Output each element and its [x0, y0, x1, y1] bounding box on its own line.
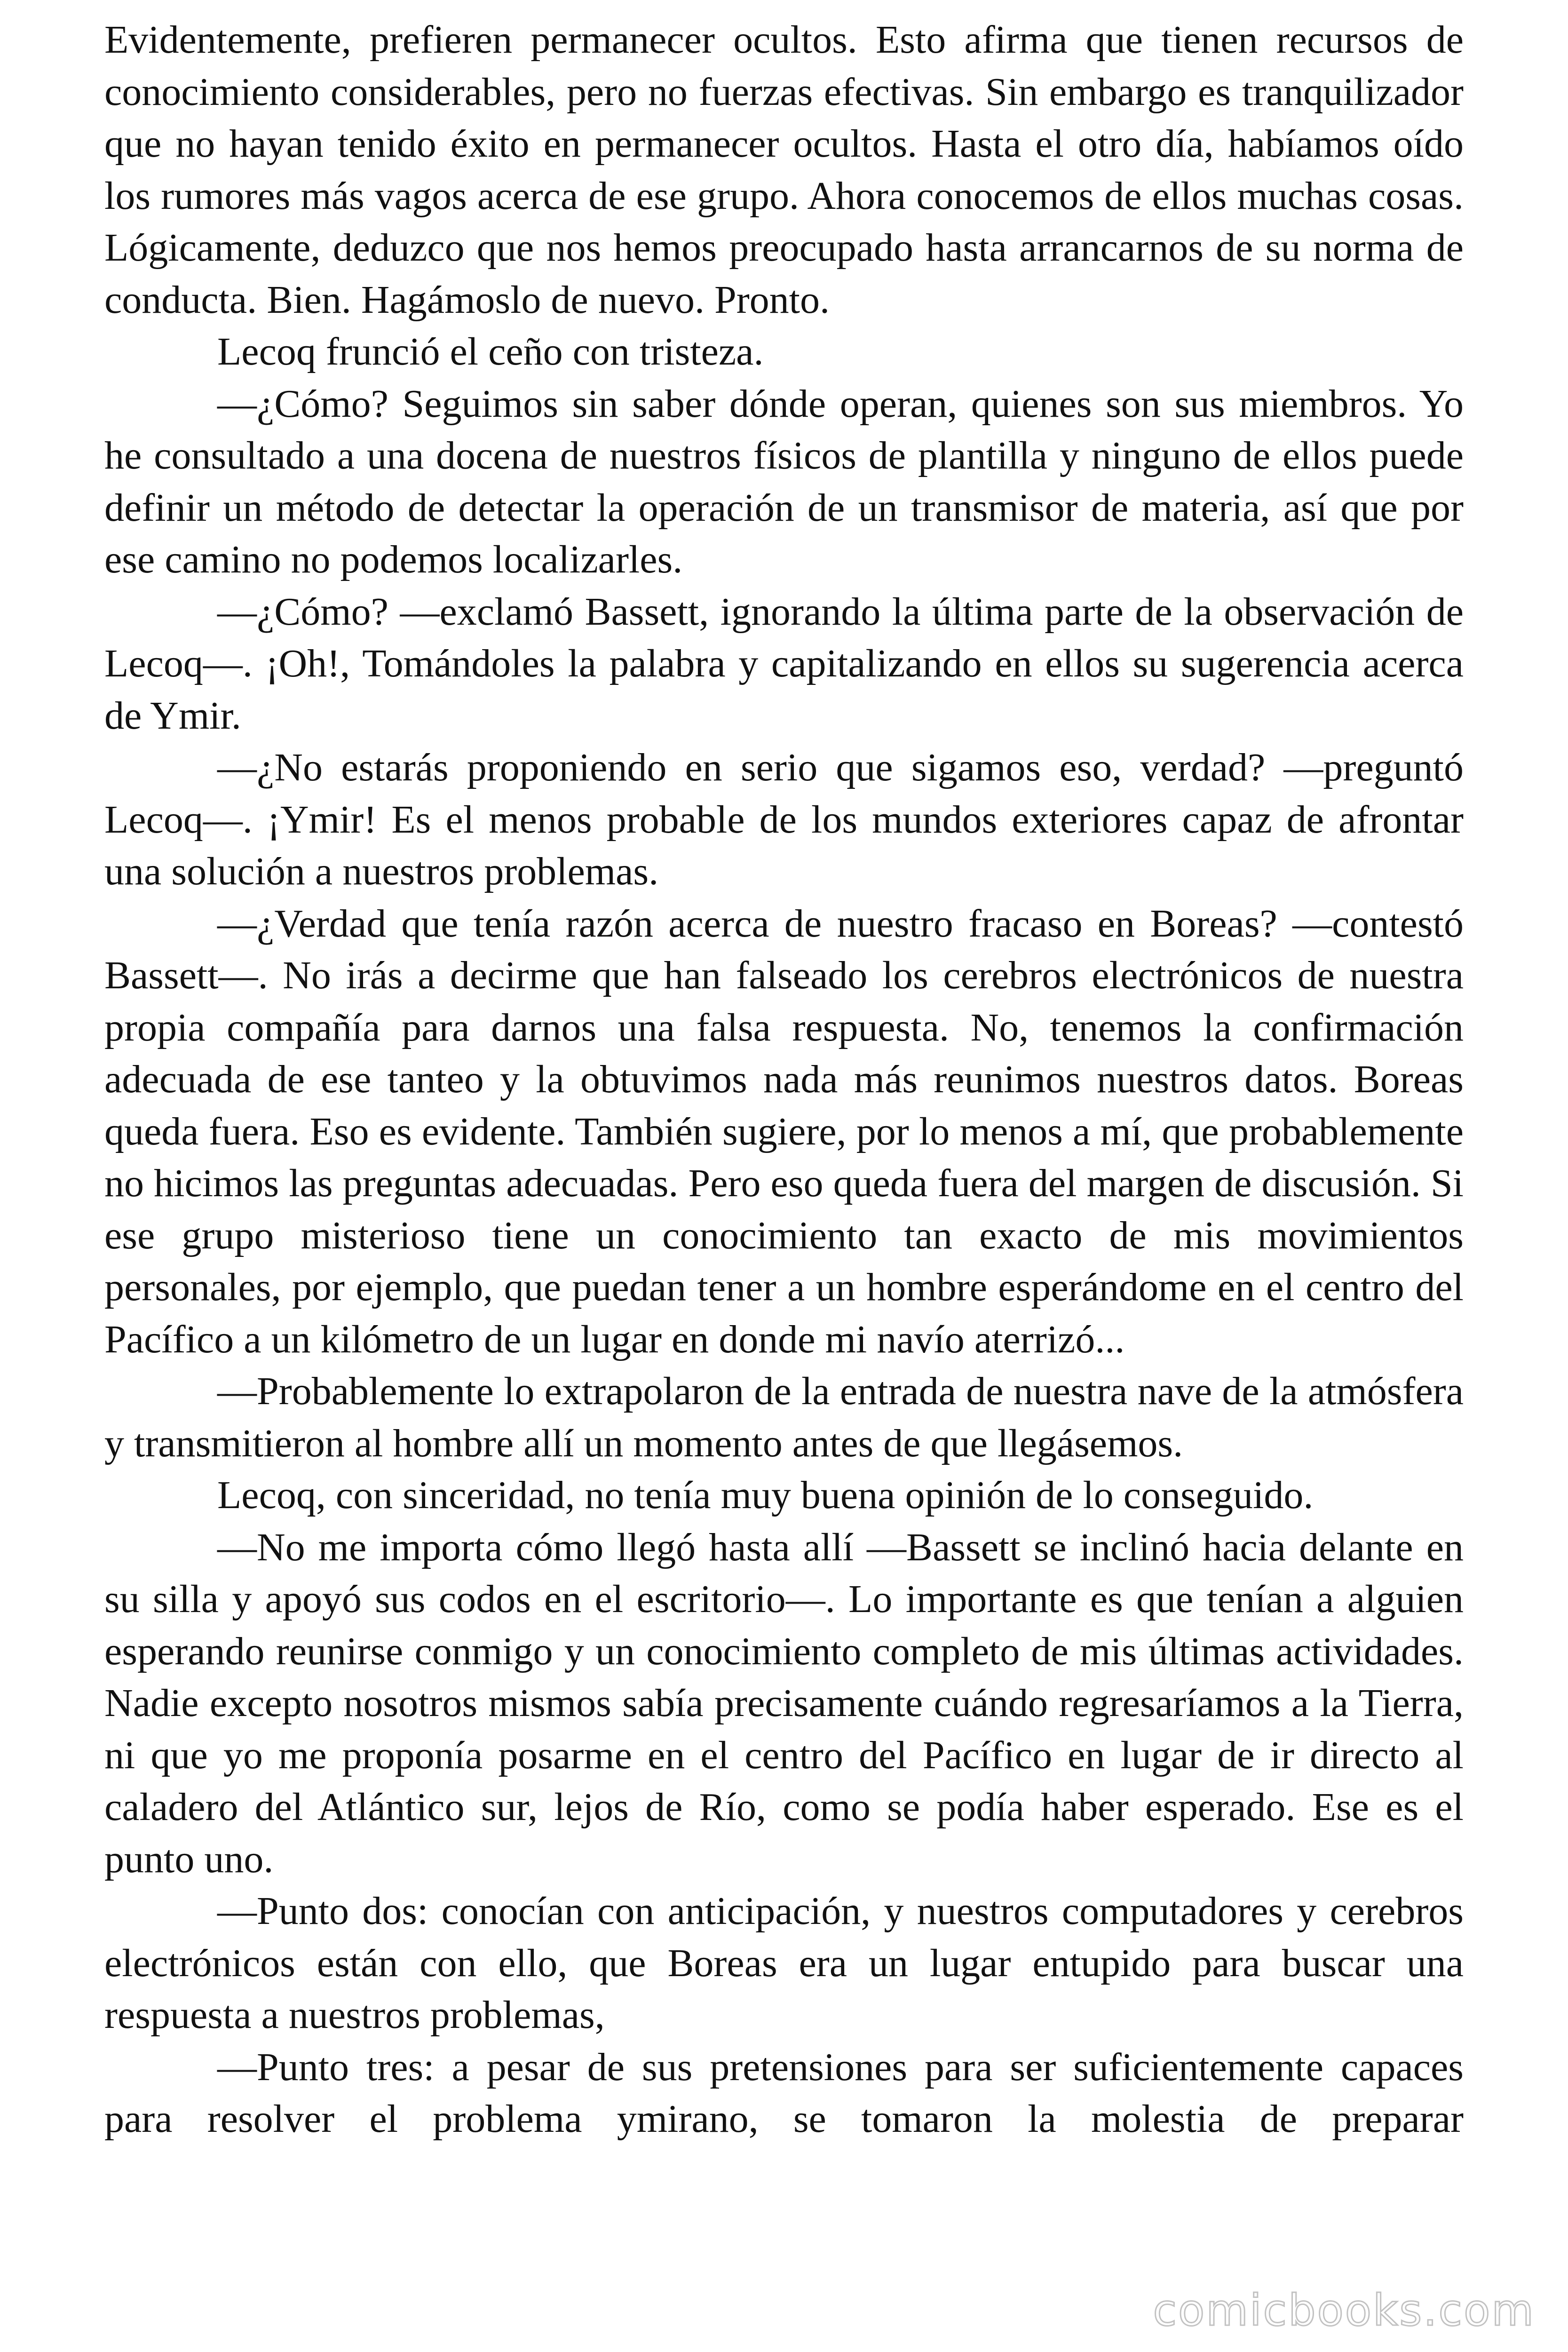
paragraph: —Punto tres: a pesar de sus pretensiones para ser suficientemente capaces para resolver el problema ymirano, se tomaron la molestia de preparar [104, 2045, 1464, 2141]
paragraph: —Punto dos: conocían con anticipación, y nuestros computadores y cerebros electrónicos están con ello, que Boreas era un lugar entupido para buscar una respuesta a nuestros problemas, [104, 1889, 1464, 2037]
paragraph: —¿Verdad que tenía razón acerca de nuestro fracaso en Boreas? —contestó Bassett—. No irás a decirme que han falseado los cerebros electrónicos de nuestra propia compañía para darnos una falsa respuesta. No, tenemos la confirmación adecuada de ese tanteo y la obtuvimos nada más reunimos nuestros datos. Boreas queda fuera. Eso es evidente. También sugiere, por lo menos a mí, que probablemente no hicimos las preguntas adecuadas. Pero eso queda fuera del margen de discusión. Si ese grupo misterioso tiene un conocimiento tan exacto de mis movimientos personales, por ejemplo, que puedan tener a un hombre esperándome en el centro del Pacífico a un kilómetro de un lugar en donde mi navío aterrizó... [104, 901, 1464, 1361]
watermark: comicbooks.com [1153, 2285, 1535, 2336]
paragraph: Evidentemente, prefieren permanecer ocultos. Esto afirma que tienen recursos de conocimiento considerables, pero no fuerzas efectivas. Sin embargo es tranquilizador que no hayan tenido éxito en permanecer ocultos. Hasta el otro día, habíamos oído los rumores más vagos acerca de ese grupo. Ahora conocemos de ellos muchas cosas. Lógicamente, deduzco que nos hemos preocupado hasta arrancarnos de su norma de conducta. Bien. Hagámoslo de nuevo. Pronto. [104, 18, 1464, 322]
paragraph: —Probablemente lo extrapolaron de la entrada de nuestra nave de la atmósfera y transmitieron al hombre allí un momento antes de que llegásemos. [104, 1369, 1464, 1465]
paragraph: —¿No estarás proponiendo en serio que sigamos eso, verdad? —preguntó Lecoq—. ¡Ymir! Es el menos probable de los mundos exteriores capaz de afrontar una solución a nuestros problemas. [104, 746, 1464, 893]
paragraph: Lecoq, con sinceridad, no tenía muy buena opinión de lo conseguido. [217, 1473, 1314, 1517]
paragraph: —¿Cómo? —exclamó Bassett, ignorando la última parte de la observación de Lecoq—. ¡Oh!, Tomándoles la palabra y capitalizando en ellos su sugerencia acerca de Ymir. [104, 589, 1464, 738]
book-page [104, 14, 1464, 2338]
paragraph: —¿Cómo? Seguimos sin saber dónde operan, quienes son sus miembros. Yo he consultado a una docena de nuestros físicos de plantilla y ninguno de ellos puede definir un método de detectar la operación de un transmisor de materia, así que por ese camino no podemos localizarles. [104, 381, 1464, 581]
paragraph: Lecoq frunció el ceño con tristeza. [217, 330, 764, 373]
paragraph: —No me importa cómo llegó hasta allí —Bassett se inclinó hacia delante en su silla y apoyó sus codos en el escritorio—. Lo importante es que tenían a alguien esperando reunirse conmigo y un conocimiento completo de mis últimas actividades. Nadie excepto nosotros mismos sabía precisamente cuándo regresaríamos a la Tierra, ni que yo me proponía posarme en el centro del Pacífico en lugar de ir directo al caladero del Atlántico sur, lejos de Río, como se podía haber esperado. Ese es el punto uno. [104, 1525, 1464, 1881]
